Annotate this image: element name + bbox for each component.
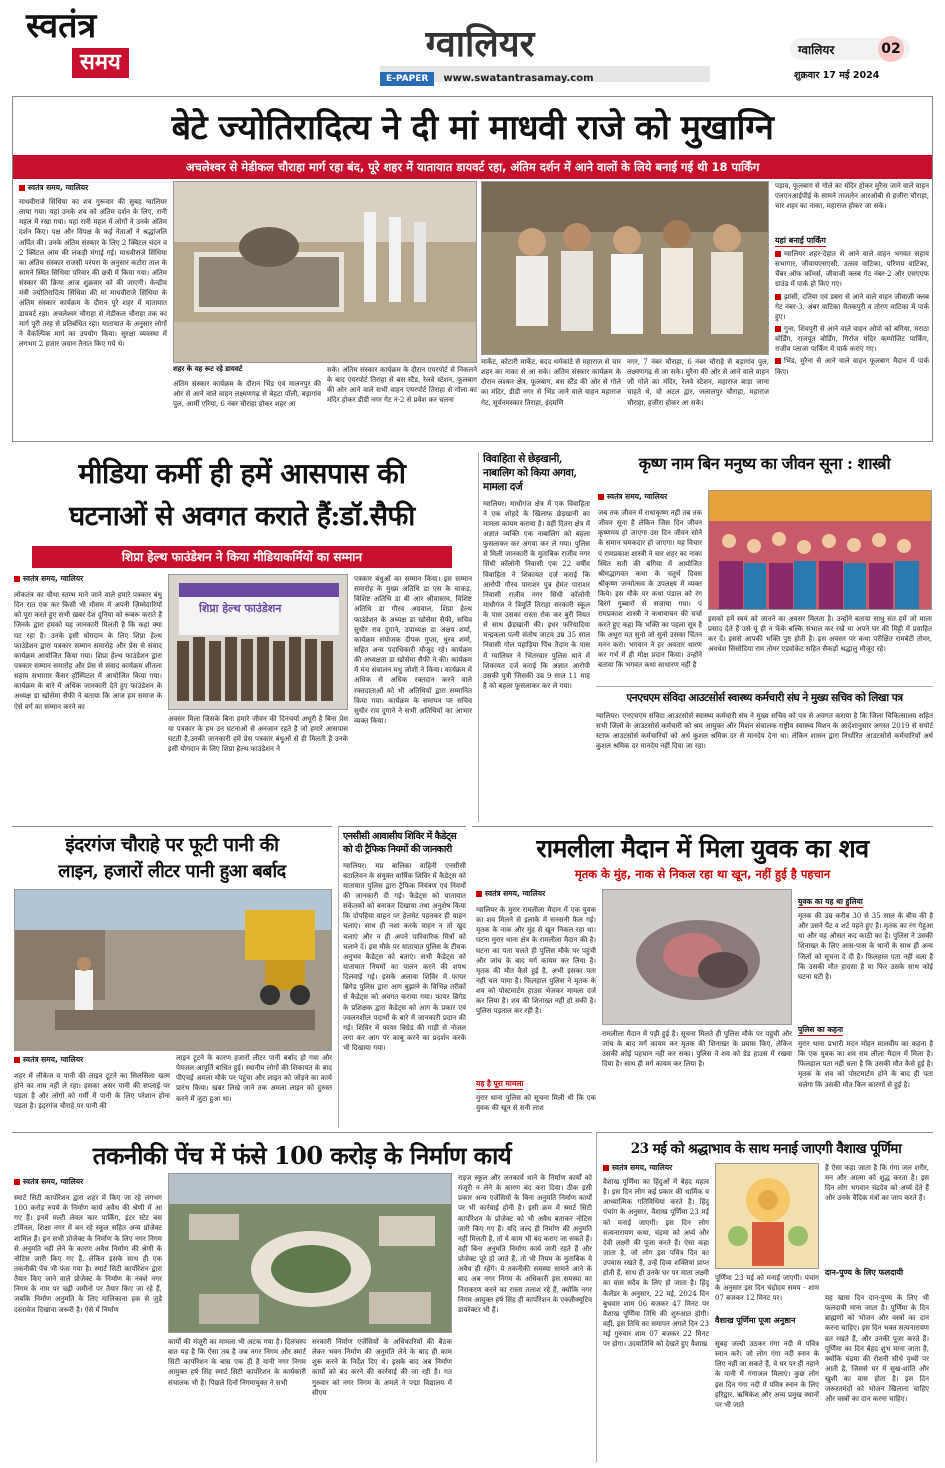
vaishakh-column-4: यह खास दिन दान-पुण्य के लिए भी फलदायी माना जाता है। पूर्णिमा के दिन ब्राह्मणों को भोजन और वस्त्रों का दान करना चाहिए। इस दिन भक्त सत्यनारायण व्रत रखते हैं, और उनकी पूजा करते हैं। पूर्णिमा का दिन बेहद शुभ माना जाता है, क्योंकि चंद्रमा की रोशनी सीधे पृथ्वी पर आती है, जिससे घर में सुख-शांति और खुशी का वास होता है। इस दिन जरूरतमंदों को भोजन खिलाना चाहिए और वस्त्रों का दान करना चाहिए। <box>825 1294 929 1404</box>
media-byline <box>14 574 83 584</box>
molest-text: ग्वालियर। माधौगंज क्षेत्र में एक विवाहिता ने एक शोहदे के खिलाफ छेड़खानी का मामला कायम कराया है। वहीं दितरा क्षेत्र में अज्ञात व्यक्ति एक नाबालिग को बहला फुसलाकर कर अगवा कर ले गया। पुलिस से मिली जानकारी के मुताबिक राजीव नगर सिंधी कॉलोनी निवासी एक 22 वर्षीय विवाहिता ने शिकायत दर्ज कराई कि आरोपी गौरव पाराशर पुत्र हेमंत पाराशर निवासी राजीव नगर सिंधी कॉलोनी माधौगंज ने त्रिमूर्ति तिराहा सरकारी स्कूल के पास उसका रास्ता रोक कर बुरी नियत से साथ छेड़खानी की। इधर फरियादिया चन्द्रकला पत्नी संतोष जाटव उम्र 35 साल निवासी गोल पहाड़िया पिंच तैदाम के पास में ग्वालियर ने भितरवार पुलिस थाने में शिकायत दर्ज कराई कि अज्ञात आरोपी उसकी पुत्री जिसकी उम्र 9 साल 11 माह है को बहला फुसलाकर कर ले गया। <box>483 499 590 691</box>
pipe-byline <box>14 1055 83 1065</box>
pipe-story <box>12 826 332 1128</box>
pipe-column-1: शहर में लीकेज व पानी की लाइन टूटने का सिलसिला खत्म होने का नाम नहीं ले रहा। इसका असर पानी की सप्लाई पर पड़ता है और लोगों को गर्मी में पानी के लिए परेशान होना पड़ता है। इंदरगंज चौराहे पर पानी की <box>14 1072 170 1111</box>
smartcity-column-2: कार्यों की मंजूरी का मामला भी अटक गया है। दिलचस्प बात यह है कि ऐसा तब है जब नगर निगम और स्मार्ट सिटी कार्पोरेशन के बास एक ही हैं यानी नगर निगम आयुक्त हर्ष सिंह स्मार्ट सिटी कार्पोरेशन के कार्यकारी संचालक भी हैं। पिछले दिनों निगमायुक्त ने सभी <box>168 1338 306 1387</box>
logo-top: स्वतंत्र <box>26 6 97 46</box>
krishna-story <box>596 452 933 682</box>
media-column-3: पत्रकार बंधुओं का सम्मान किया। इस सम्मान समारोह के मुख्य अतिथि डा एस के चाकड़, विशिष्ट अतिथि डा बी आर श्रीवास्तव, विशिष्ट अतिथि डा गौरव अग्रवाल, शिप्रा हेल्थ फाउंडेशन के अध्यक्ष डा खोसेमा सैफी, सचिव सुधीर राव दुगाने, उपाध्यक्ष डा अक्षय शर्मा, कार्यक्रम संयोजक दीपक गुप्ता, धुरव शर्मा, सहित अन्य पदाधिकारी मौजूद रहे। कार्यक्रम की अध्यक्षता डा खोसेमा सैफी ने की। कार्यक्रम में मंच संचालन मधु जोशी ने किया। कार्यक्रम में अधिक से अधिक रक्तदान करने वाले रक्तदाताओं को भी अतिथियों द्वारा सम्मानित किया गया। कार्यक्रम के समापन पर सचिव सुधीर राव दुगाने ने सभी अतिथियों का आभार व्यक्त किया। <box>354 575 472 725</box>
parking-item <box>775 324 929 354</box>
city-title: ग्वालियर <box>425 23 535 65</box>
byline-text: स्वतंत्र समय, ग्वालियर <box>28 183 89 192</box>
edition-box <box>790 38 910 60</box>
krishna-byline <box>598 492 667 502</box>
pipe-headline-line1: इंदरगंज चौराहे पर फूटी पानी की <box>65 834 279 856</box>
lead-column-2: अंतिम संस्कार कार्यक्रम के दौरान भिंड एवं मालनपुर की ओर से आने वाले वाहन लक्ष्मणगढ़ से बेहटा पॉली, बड़ागांव पुल, आर्मी एरिया, 6 नंबर चौराहा होकर शहर आ <box>173 380 321 409</box>
edition-city: ग्वालियर <box>798 43 835 57</box>
daan-heading: दान-पुण्य के लिए फलदायी <box>825 1268 904 1277</box>
parking-item <box>775 356 929 376</box>
ramlila-side <box>798 889 933 1129</box>
smartcity-story <box>12 1132 592 1462</box>
smartcity-byline <box>14 1177 83 1187</box>
masthead <box>0 0 945 92</box>
byline-text: स्वतंत्र समय, ग्वालियर <box>607 492 668 501</box>
logo <box>26 6 156 84</box>
ramlila-subsection-head: यह है पूरा मामला <box>476 1079 524 1088</box>
deity-image <box>716 1164 819 1269</box>
page-number: 02 <box>878 36 904 62</box>
appearance-text: मृतक की उम्र करीब 30 से 35 साल के बीच की है और उसने पैंट व शर्ट पहने हुए है। मृतक का रंग गेहुंआ था और वह औसत कद काठी का है। पुलिस ने उसकी शिनाख्त के लिए आस-पास के थानों के साथ ही अन्य जिलों को सूचना दे दी है। फिलहाल पता नहीं चला है कि उसकी मौत हादसा है या फिर उसके साथ कोई घटना घटी है। <box>798 912 933 981</box>
lead-subhead: अचलेश्वर से मेडीकल चौराहा मार्ग रहा बंद, पूरे शहर में यातायात डायवर्ट रहा, अंतिम दर्शन में आने वालों के लिये बनाई गई थी 18 पार्किंग <box>13 155 932 179</box>
vaishakh-image-caption: पूर्णिमा 23 मई को मनाई जाएगी। पंचांग के अनुसार इस दिन चंद्रोदय समय - शाम 07 बजकर 12 मिनट पर। <box>715 1274 819 1303</box>
banner-text: शिप्रा हेल्थ फाउंडेशन <box>199 602 282 615</box>
lead-column-6: पड़ाव, फूलबाग से गोले का मंदिर होकर मुरैना जाने वाले वाहन एलएनआईपीई के सामने ताजलेन आरओबी से हजीरा चौराहा, चार शहर का नाका, महाराज होकर जा सके। <box>775 182 929 211</box>
molest-story <box>478 452 590 822</box>
police-heading: पुलिस का कहना <box>798 1025 844 1034</box>
byline-text: स्वतंत्र समय, ग्वालियर <box>612 1163 673 1172</box>
vaishakh-column-1: वैशाख पूर्णिमा का हिंदुओं में बेहद महत्व है। इस दिन लोग कई प्रकार की धार्मिक व आध्यात्मिक गतिविधियां करते हैं। हिंदू पंचांग के अनुसार, वैशाख पूर्णिमा 23 मई को मनाई जाएगी। इस दिन लोग सत्यनारायण कथा, चंद्रमा को अर्घ्य और देवी लक्ष्मी की पूजा करते हैं। ऐसा कहा जाता है, जो लोग इस पवित्र दिन का उपवास रखते हैं, उन्हें दिव्य शक्तियां प्राप्त होती हैं, साथ ही उनके घर पर माता लक्ष्मी का वास सदैव के लिए हो जाता है। हिंदू कैलेंडर के अनुसार, 22 मई, 2024 दिन बुधवार शाम 06 बजकर 47 मिनट पर वैशाख पूर्णिमा तिथि की शुरुआत होगी। वहीं, इस तिथि का समापन अगले दिन 23 मई गुरुवार शाम 07 बजकर 22 मिनट पर होगा। उदयातिथि को देखते हुए वैशाख <box>603 1178 709 1349</box>
ramlila-byline <box>476 889 545 899</box>
square-bullet-icon <box>19 185 25 191</box>
lead-story <box>12 96 933 442</box>
media-column-1: लोकतंत्र का चौथा स्तम्भ माने जाने वाले हमारे पत्रकार बंधु दिन रात एक कर किसी भी मौसम में अपनी ज़िम्मेदारियों को पूरा करते हुए सभी ख़बर देश दुनिया को रूबरू कराते हैं जिनके द्वारा हमको यह जानकारी मिलती है कि कहां क्या घट रहा है। उनके इसी योगदान के लिए शिप्रा हेल्थ फाउंडेशन द्वारा पत्रकार सम्मान समारोह और प्रेस से संवाद कार्यक्रम आयोजित किया गया। शिप्रा हेल्थ फाउंडेशन द्वारा पत्रकार सम्मान समारोह और प्रेस से संवाद कार्यक्रम शीतला सहाय सभागार कैंसर हॉस्पिटल में आयोजित किया गया। कार्यक्रम के बारे में अधिक जानकारी देते हुए फाउंडेशन के अध्यक्ष डा खोसेमा सैफी ने बताया कि आज हम समाज के ऐसे वर्ग का सम्मान करने का <box>14 591 162 711</box>
road-excavation-image <box>15 890 332 1051</box>
byline-text: स्वतंत्र समय, ग्वालियर <box>23 1177 84 1186</box>
cremation-image <box>174 182 477 363</box>
ncc-headline: एनसीसी आवासीय शिविर में कैडेट्स को दी ट्रैफिक नियमों की जानकारी <box>343 831 457 855</box>
nhm-headline: एनएचएम संविदा आउटसोर्स स्वास्थ्य कर्मचारी संघ ने मुख्य सचिव को लिखा पत्र <box>626 692 903 704</box>
ncc-story <box>338 826 466 1128</box>
parking-item-text: भिंड, मुरैना से आने वाले वाहन फूलबाग मैदान में पार्क किए। <box>775 357 929 376</box>
smartcity-column-3: सरकारी निर्माण एजेंसियों के अधिकारियों की बैठक लेकर भवन निर्माण की अनुमति लेने के बाद ही काम शुरू करने के निर्देश दिए थे। इसके बाद अब निर्माण कार्यों को बंद करने की कार्रवाई की जा रही है। गत गुरुवार को नगर निगम के अमले ने पद्मा विद्यालय में सीएम <box>312 1338 452 1397</box>
nhm-text: ग्वालियर। एनएचएम संविदा आउटसोर्स स्वास्थ्य कर्मचारी संघ ने मुख्य सचिव को पत्र से अवगत कराया है कि जिला चिकित्सालय सहित सभी जिलों के आउटसोर्स कर्मचारी को श्रम आयुक्त और मिशन संचालक राष्ट्रीय स्वास्थ्य मिशन के आदेशानुसार अगस्त 2019 से सपोर्ट स्टाफ आउटसोर्स कर्मचारियों को अर्ध कुशल श्रमिक दर से मानदेय देना था। लेकिन शासन द्वारा निर्धारित आउटसोर्स कर्मचारियों अर्ध कुशल श्रमिक दर मानदेय नहीं दिया जा रहा। <box>596 712 933 751</box>
byline-text: स्वतंत्र समय, ग्वालियर <box>485 889 546 898</box>
square-bullet-icon <box>14 1179 20 1185</box>
parking-heading: यहां बनाई पार्किंग <box>775 236 826 245</box>
square-bullet-icon <box>14 1057 20 1063</box>
parking-item <box>775 249 929 290</box>
lead-photo-caption: शहर के यह रूट रहे डायवर्ट <box>173 365 477 374</box>
lead-column-5: नगर, 7 नंबर चौराहा, 6 नंबर चौराहे से बड़ागांव पुल, लक्ष्मणगढ़ से जा सके। मुरैना की ओर से आने वाले वाहन जौ गोले का मंदिर, रेलवे स्टेशन, महाराज बाड़ा जाना चाहते थे, वो अटल द्वार, जलालपुर चौराहा, महाराज चौराहा, हजीरा होकर आ सके। <box>627 358 769 407</box>
epaper-label: E-PAPER <box>380 72 434 86</box>
rituals-heading: वैशाख पूर्णिमा पूजा अनुष्ठान <box>715 1316 796 1325</box>
parking-item <box>775 292 929 322</box>
byline-text: स्वतंत्र समय, ग्वालियर <box>23 1055 84 1064</box>
lead-column-4: मार्केट, कोटारी मार्केट, बदद धर्मकांटे से महाराज से चार शहर का नाका से आ सके। अंतिम संस्कार कार्यक्रम के दौरान लश्कर क्षेत्र, फूलबाग, बस स्टैंड की ओर से गोले का मंदिर, डीडी नगर से भिंड जाने वाले वाहन महाराज गेट, सूर्यनमस्कार तिराहा, इंदमणि <box>481 358 621 407</box>
lead-column-1: माधवीराजे सिंधिया का शव गुरूवार की सुबह ग्वालियर लाया गया। यहां उनके शव को अंतिम दर्शन के लिए, रानी महल में रखा गया। यहां रानी महल में लोगों ने उनके अंतिम दर्शन किए। पक्ष और विपक्ष के कई नेताओं ने श्रद्धांजलि अर्पित की। उनके अंतिम संस्कार के लिए 2 क्विंटल चंदन व 2 क्विंटल आम की लकड़ी मंगाई गई। माधवीराजे सिंधिया का अंतिम संस्कार राजसी परंपरा के अनुसार कटोरा ताल के सामने स्थित सिंधिया परिवार की छत्री में किया गया। अंतिम संस्कार की क्रिया आज शुक्रवार को की जाएगी। केन्द्रीय मंत्री ज्योतिरादित्य सिंधिया की मां माधवीराजे सिंधिया के अंतिम संस्कार कार्यक्रम के दौरान पूरे शहर में यातायात डायवर्ट रहा। अचलेश्वर चौराहा से मेडीकल चौराहा तक का मार्ग पूरी तरह से प्रतिबंधित रहा। यातायात के अनुसार लोगों ने वैकल्पिक मार्ग का उपयोग किया। सुरक्षा व्यवस्था में लगभग 2 हजार जवान तैनात किए गये थे। <box>19 198 167 348</box>
aerial-city-image <box>169 1174 452 1333</box>
smartcity-photo <box>168 1173 452 1333</box>
parking-item-text: झांसी, दतिया एवं डबरा से आने वाले वाहन जीवाजी क्लब गेट नंबर-3, अंबर वाटिका चैतकपुरी व तोरण वाटिका में पार्क हुए। <box>775 292 929 321</box>
square-bullet-icon <box>775 294 781 300</box>
krishna-headline: कृष्ण नाम बिन मनुष्य का जीवन सूना : शास्त्री <box>638 454 891 473</box>
square-bullet-icon <box>775 358 781 364</box>
media-story <box>12 450 472 820</box>
police-text: मुरार थाना प्रभारी मदन मोहन मालवीय का कहना है कि एक युवक का शव राम लीला मैदान में मिला है। फिलहाल पता नहीं चला है कि उसकी मौत कैसे हुई है। मृतक के शव को पोस्टमार्टम होने के बाद ही पता चलेगा कि उसकी मौत किन कारणों से हुई है। <box>798 1040 933 1089</box>
ramlila-photo <box>602 889 792 1025</box>
media-photo <box>168 574 348 710</box>
media-headline-line2: घटनाओं से अवगत कराते हैं:डॉ.सैफी <box>69 501 415 532</box>
ramlila-column-2: रामलीला मैदान में पड़ी हुई है। सूचना मिलते ही पुलिस मौके पर पहुंची और जांच के बाद मर्ग कायम कर मृतक की शिनाख्त के प्रयास किए, लेकिन उसकी कोई पहचान नहीं कर सका। पुलिस ने शव को डेड हाउस में रखवा दिया है। साथ ही मर्ग कायम कर लिया है। <box>602 1030 792 1069</box>
lead-column-3: सके। अंतिम संस्कार कार्यक्रम के दौरान एयरपोर्ट से निकलने के बाद एयरपोर्ट तिराहा से बस स्टैंड, रेलवे स्टेशन, फूलबाग की ओर आने वाले सभी वाहन एयरपोर्ट तिराहा से गोला का मंदिर होकर डीडी नगर गेट नं-2 से प्रवेश कर चलना <box>327 366 477 405</box>
ramlila-column-1b: मुरार थाना पुलिस को सूचना मिली थी कि एक युवक की खून से सनी लाश <box>476 1094 596 1113</box>
square-bullet-icon <box>598 494 604 500</box>
media-column-2: अवसर मिला जिसके बिना हमारे जीवन की दिनचर्या अधूरी है बिना प्रेस या पत्रकार के हम उन घटनाओं से अनजान रहते है जो हमारे आसपास घटती है,उनकी जानकारी हमें प्रेस पत्रकार बंधुओं से ही मिलती है उनके इसी योगदान के लिए शिप्रा हेल्थ फाउंडेशन ने <box>168 715 348 754</box>
media-headline-line1: मीडिया कर्मी ही हमें आसपास की <box>78 457 406 490</box>
ramlila-story <box>472 826 933 1128</box>
ncc-text: ग्वालियर। मप्र बालिका वाहिनी एनसीसी बटालियन के संयुक्त वार्षिक शिविर में कैडेट्स को यातायात पुलिस द्वारा ट्रैफिक नियंत्रण एवं नियमों की जानकारी दी गई। कैडेट्स को यातायात संकेतकों को बनाकर दिखाया तथा अनुशेष किया कि दोपहिया वाहन पर हेलमेट पहनकर ही वाहन चलाएं। साथ ही नशा करके वाहन न तो खुद चलाएं और न ही अपने पारिवारिक मित्रों को चलाने दें। इस मौके पर यातायात पुलिस के टीचक अनुभव कैडेट्स को बताएं। सभी कैडेट्स को यातायात नियमों का पालन करने की शपथ दिलवाई गई। इसके अलावा शिविर में फायर ब्रिगेड पुलिस द्वारा आग बुझाने के विभिन्न तरीकों से कैडेट्स को अवगत कराया गया। फायर ब्रिगेड के प्रशिक्षक द्वारा कैडेट्स को आग के प्रकार एवं ज्वलनशील पदार्थों के बारे में जानकारी प्रदान की गई। शिविर में फायर बिग्रेड की गाड़ी से नोजल लगा कर आग पर काबू करने का प्रदर्शन करके भी दिखाया गया। <box>343 861 466 1053</box>
lead-photo-cremation <box>173 181 477 363</box>
byline-text: स्वतंत्र समय, ग्वालियर <box>23 574 84 583</box>
krishna-photo <box>708 490 932 610</box>
appearance-heading: युवक का यह था हुलिया <box>798 897 863 906</box>
ramlila-headline: रामलीला मैदान में मिला युवक का शव <box>536 834 869 863</box>
krishna-column-2: इसको हमें स्वयं को जानने का अवसर मिलता है। उन्होंने बताया साधु संत हमें जो माला प्रसाद देते हैं उसे यूं ही न फेंके बल्कि संभाल कर रखें या अपने घर की मिट्टी में प्रवाहित कर दें। इससे आपकी भक्ति पुष्ट होती है। इस अवसर पर कथा परीक्षित रामबेटी तोमर, अवधेश सिसोदिया राम तोमर एडवोकेट सहित सैकड़ों श्रद्धालु मौजूद रहे। <box>708 615 932 654</box>
square-bullet-icon <box>775 251 781 257</box>
vaishakh-photo <box>715 1163 819 1269</box>
vaishakh-column-2: सुबह जल्दी उठकर गंगा नदी में पवित्र स्नान करें। जो लोग गंगा नदी स्नान के लिए नहीं जा सकते हैं, वे घर पर ही नहाने के पानी में गंगाजल मिलाएं। कुछ लोग इस दिन गंगा नदी में पवित्र स्नान के लिए हरिद्वार, ऋषिकेश और अन्य प्रमुख स्थानों पर भी जाते <box>715 1340 819 1409</box>
lead-photo-dignitaries <box>481 181 769 355</box>
pipe-headline-line2: लाइन, हजारों लीटर पानी हुआ बर्बाद <box>58 861 286 882</box>
dignitaries-image <box>482 182 769 355</box>
square-bullet-icon <box>603 1165 609 1171</box>
devotees-image <box>709 491 932 610</box>
epaper-strip <box>380 66 710 82</box>
issue-date: शुक्रवार 17 मई 2024 <box>794 70 880 81</box>
lead-headline: बेटे ज्योतिरादित्य ने दी मां माधवी राजे को मुखाग्नि <box>171 108 774 148</box>
ramlila-subhead: मृतक के मुंह, नाक से निकल रहा था खून, नहीं हुई है पहचान <box>574 867 831 881</box>
logo-bottom: समय <box>72 48 129 78</box>
ramlila-column-1: ग्वालियर के मुरार रामलीला मैदान में एक युवक का शव मिलने से इलाके में सनसनी फैल गई। मृतक के नाक और मुंह से खून निकल रहा था। घटना मुरार थाना क्षेत्र के रामलीला मैदान की है। घटना का पता चलते ही पुलिस मौके पर पहुंची और जांच के बाद मर्ग कायम कर लिया है। मृतक की मौत कैसे हुई है, अभी इसका पता नहीं चल पाया है। फिलहाल पुलिस ने मृतक के शव को पोस्टमार्टम हाउस भेजकर मामला दर्ज कर लिया है। शव की शिनाख्त नहीं हो सकी है। पुलिस पड़ताल कर रही है। <box>476 906 596 1016</box>
lead-byline <box>19 183 88 193</box>
vaishakh-column-3: हैं ऐसा कहा जाता है कि गंगा जल शरीर, मन और आत्मा को शुद्ध करता है। इस दिन लोग भगवान चंद्रदेव को अर्घ्य देते हैं और उनके वैदिक मंत्रों का जाप करते हैं। <box>825 1164 929 1203</box>
vaishakh-headline: 23 मई को श्रद्धाभाव के साथ मनाई जाएगी वैशाख पूर्णिमा <box>630 1141 902 1157</box>
krishna-column-1: जब तक जीवन में राधाकृष्ण नहीं तब तक जीवन सूना है लेकिन जिस दिन जीवन कृष्णमय हो जाएगा उस दिन जीवन सोने के समान चमकदार हो जाएगा। यह विचार पं रामप्रकाश शास्त्री ने चार शहर का नाका स्थित सती की बगिया में आयोजित श्रीमद्भागवत कथा के चतुर्थ दिवस श्रीकृष्ण जन्मोत्सव के उपलक्ष्य में व्यक्त किये। इस मौके पर कथा पंडाल को रंग बिरंगे गुब्बारों से सजाया गया। पं रामप्रकाश शास्त्री ने कथावाचन की चर्चा करते हुए कहा कि भक्ति का पहला सूत्र है कि अधूरा मत सुनो जो सुनो उसका चिंतन मनन करो। भगवान ने हर अवतार धारण कर गर्भ में ही मोक्ष प्रदान किया। उन्होंने बताया कि भगवत कथा साधारण नहीं है <box>598 509 702 670</box>
pipe-photo <box>14 889 332 1051</box>
site-url[interactable]: www.swatantrasamay.com <box>443 73 594 84</box>
smartcity-column-1: स्मार्ट सिटी कार्पोरेशन द्वारा शहर में किए जा रहे लगभग 100 करोड़ रुपये के निर्माण कार्य अवैध की श्रेणी में आ गए हैं। इनमें मल्टी लेवल कार पार्किंग, इंटर स्टेट बस टर्मिनल, शिक्षा नगर में बन रहे स्कूल सहित अन्य प्रोजेक्ट शामिल हैं। इन सभी प्रोजेक्ट के निर्माण के लिए नगर निगम से अनुमति नहीं लेने के कारण अवैध निर्माण की श्रेणी के नोटिस जारी किए गए हैं, लेकिन इसके साथ ही एक तकनीकी पेंच भी फंस गया है। स्मार्ट सिटी कार्पोरेशन द्वारा तैयार किए जाने वाले प्रोजेक्ट के निर्माण के नक्शे नगर निगम के नाम पर चढ़ी जमीनों पर तैयार किए जा रहे हैं, जबकि निर्माण अनुमति के लिए मालिकाना हक से जुड़े दस्तावेज दिखाना जरूरी है। ऐसे में निर्माण <box>14 1194 162 1314</box>
parking-list <box>775 249 929 439</box>
square-bullet-icon <box>476 891 482 897</box>
parking-item-text: गुना, शिवपुरी से आने वाले वाहन ओपो को बगिया, मराठा बोर्डिंग, राजपूत बोर्डिंग, गिर्राज मंदिर कम्पोजिट पार्किंग, राजीव प्लाजा पार्किंग में पार्क कराए गए। <box>775 324 929 354</box>
nhm-story <box>596 686 933 820</box>
vaishakh-byline <box>603 1163 672 1173</box>
pipe-column-2: लाइन टूटने के कारण हजारों लीटर पानी बर्बाद हो गया और पेयजल आपूर्ति बाधित हुई। स्थानीय लोगों की शिकायत के बाद पीएचई अमला मौके पर पहुंचा और लाइन को जोड़ने का कार्य प्रारंभ किया। खबर लिखे जाने तक अमला लाइन को दुरुस्त करने में जुटा हुआ था। <box>176 1054 332 1103</box>
award-ceremony-image <box>169 575 348 710</box>
square-bullet-icon <box>775 326 781 332</box>
media-subhead: शिप्रा हेल्थ फाउंडेशन ने किया मीडियाकर्मियों का सम्मान <box>32 546 452 568</box>
vaishakh-story <box>596 1132 933 1462</box>
parking-item-text: ग्वालियर शहर-देहात से आने वाले वाहन भगवत सहाय सभागार, जीवायएसएसी, उत्सव वाटिका, परिणय वाटिका, चैंबर ऑफ कॉमर्स, जीवाजी क्लब गेट नंबर-2 और एसएएफ ग्राउंड में पार्क हो किए गए। <box>775 250 929 289</box>
body-image <box>603 890 792 1025</box>
smartcity-headline: तकनीकी पेंच में फंसे 100 करोड़ के निर्माण कार्य <box>92 1141 512 1170</box>
square-bullet-icon <box>14 576 20 582</box>
smartcity-column-4: राइज स्कूल और जनकार्य थाने के निर्माण कार्यों को मंजूरी न लेने के कारण बंद करा दिया। ठीक इसी प्रकार अन्य एजेंसियों के बिना अनुमति निर्माण कार्यों पर भी कार्रवाई होनी है। इसी क्रम में स्मार्ट सिटी कार्पोरेशन के प्रोजेक्ट को भी अवैध बताकर नोटिस जारी किए गए हैं। यदि जल्द ही निर्माण की अनुमति नहीं मिलती है, तो ये काम भी बंद कराए जा सकते हैं। वहीं बिना अनुमति निर्माण कार्य जारी रहते हैं और प्रोजेक्ट पूरे हो जाते हैं, तो भी नियम के मुताबिक ये अवैध ही रहेंगे। ये तकनीकी समस्या सामने आने के बाद अब नगर निगम के अधिकारी इस समस्या का निराकरण करने का रास्ता तलाश रहे हैं, क्योंकि नगर निगम आयुक्त हर्ष सिंह ही कार्पोरेशन के एक्जीक्यूटिव डायरेक्टर भी हैं। <box>458 1174 592 1314</box>
molest-headline: विवाहिता से छेड़खानी, नाबालिग को किया अगवा, मामला दर्ज <box>483 453 577 494</box>
